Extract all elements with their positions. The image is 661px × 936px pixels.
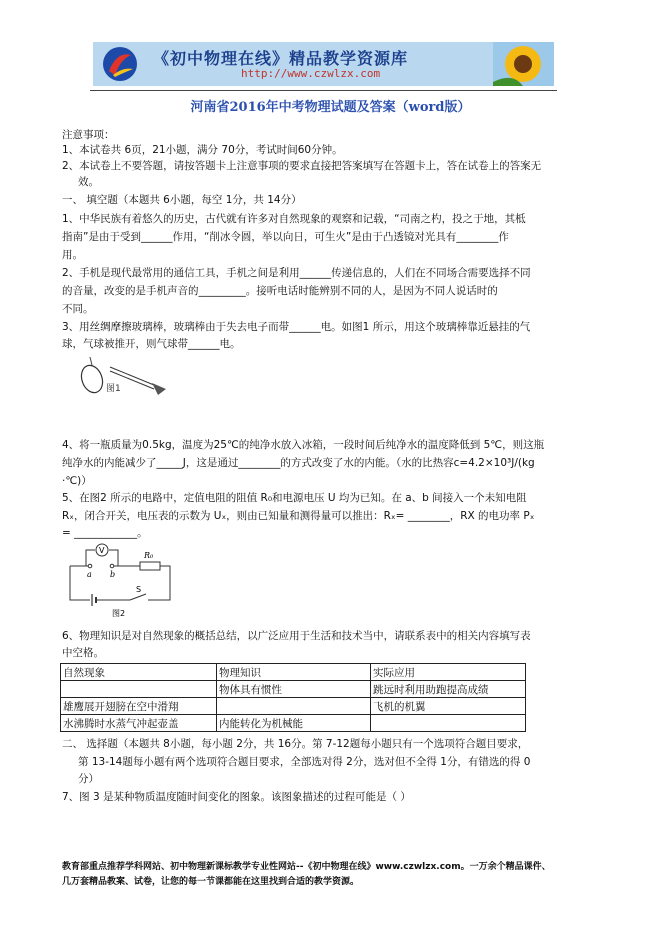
note-2-cont: 效。 [78, 176, 99, 188]
note-1: 1、本试卷共 6页，21小题，满分 70分，考试时间60分钟。 [62, 144, 343, 156]
table-cell-blank[interactable] [61, 681, 217, 698]
table-row [61, 698, 526, 715]
question-1-line-3: 用。 [62, 249, 83, 261]
section-2-line-3: 分） [78, 773, 99, 785]
header-banner [93, 42, 554, 86]
table-cell: 自然现象 [61, 664, 217, 681]
table-row [61, 715, 526, 732]
resistor-r0-label: R₀ [144, 551, 154, 560]
question-1-line-2: 指南”是由于受到______作用，“削冰令圆，举以向日，可生火”是由于凸透镜对光具有________作 [62, 231, 509, 243]
question-5-line-1: 5、在图2 所示的电路中，定值电阻的阻值 R₀和电源电压 U 均为已知。在 a、b 间接入一个未知电阻 [62, 492, 527, 504]
question-1-line-1: 1、中华民族有着悠久的历史，古代就有许多对自然现象的观察和记载，“司南之杓，投之于地，其柢 [62, 213, 526, 225]
table-cell: 水沸腾时水蒸气冲起壶盖 [61, 715, 217, 732]
question-6-table [60, 663, 526, 732]
table-cell: 内能转化为机械能 [217, 715, 371, 732]
site-logo-icon [101, 45, 139, 83]
note-2: 2、本试卷上不要答题，请按答题卡上注意事项的要求直接把答案填写在答题卡上，答在试卷上的答案无 [62, 160, 542, 172]
question-2-line-2: 的音量，改变的是手机声音的_________。接听电话时能辨别不同的人，是因为不同人说话时的 [62, 285, 498, 297]
question-7: 7、图 3 是某种物质温度随时间变化的图象。该图象描述的过程可能是（ ） [62, 791, 411, 803]
table-cell: 雄鹰展开翅膀在空中滑翔 [61, 698, 217, 715]
sunflower-icon [493, 42, 554, 86]
footer-line-2: 几万套精品教案、试卷，让您的每一节课都能在这里找到合适的教学资源。 [62, 877, 360, 887]
voltmeter-label: V [99, 546, 105, 555]
table-cell: 物理知识 [217, 664, 371, 681]
figure-1-balloon-glass-rod [62, 357, 212, 405]
question-6-line-1: 6、物理知识是对自然现象的概括总结，以广泛应用于生活和技术当中，请联系表中的相关内容填写表 [62, 630, 531, 642]
footer-line-1: 教育部重点推荐学科网站、初中物理新课标教学专业性网站--《初中物理在线》www.czwlzx.com。一万余个精品课件、 [62, 862, 551, 872]
question-3-line-2: 球，气球被推开，则气球带______电。 [62, 338, 241, 350]
question-5-line-3: = ____________。 [62, 527, 148, 539]
section-1-heading: 一、 填空题（本题共 6小题，每空 1分，共 14分） [62, 194, 302, 206]
table-cell: 跳远时利用助跑提高成绩 [371, 681, 526, 698]
table-header-row [61, 664, 526, 681]
table-cell-blank[interactable] [217, 698, 371, 715]
question-3-line-1: 3、用丝绸摩擦玻璃棒，玻璃棒由于失去电子而带______电。如图1 所示，用这个玻璃棒靠近悬挂的气 [62, 321, 531, 333]
notes-heading: 注意事项： [62, 129, 115, 141]
question-4-line-2: 纯净水的内能减少了_____J，这是通过________的方式改变了水的内能。（水的比热容c=4.2×10³J/(kg [62, 457, 535, 469]
table-cell: 飞机的机翼 [371, 698, 526, 715]
figure-1-caption: 图1 [106, 384, 121, 394]
figure-2-caption: 图2 [112, 609, 126, 617]
point-b-label: b [110, 570, 116, 579]
question-2-line-3: 不同。 [62, 303, 94, 315]
switch-label: S [136, 585, 142, 594]
question-4-line-1: 4、将一瓶质量为0.5kg，温度为25℃的纯净水放入冰箱，一段时间后纯净水的温度降低到 5℃，则这瓶 [62, 439, 545, 451]
figure-2-circuit [62, 542, 182, 617]
banner-url[interactable]: http://www.czwlzx.com [241, 67, 381, 80]
question-2-line-1: 2、手机是现代最常用的通信工具，手机之间是利用______传递信息的，人们在不同场合需要选择不同 [62, 267, 531, 279]
question-4-line-3: ·℃)） [62, 475, 92, 487]
table-row [61, 681, 526, 698]
table-cell-blank[interactable] [371, 715, 526, 732]
point-a-label: a [87, 570, 92, 579]
question-6-line-2: 中空格。 [62, 647, 104, 659]
section-2-line-2: 第 13-14题每小题有两个选项符合题目要求，全部选对得 2分，选对但不全得 1分，有错选的得 0 [78, 756, 531, 768]
table-cell: 物体具有惯性 [217, 681, 371, 698]
section-2-line-1: 二、 选择题（本题共 8小题，每小题 2分，共 16分。第 7-12题每小题只有一个选项符合题目要求， [62, 738, 529, 750]
table-cell: 实际应用 [371, 664, 526, 681]
document-title: 河南省2016年中考物理试题及答案（word版） [190, 100, 471, 115]
header-divider [90, 90, 557, 91]
question-5-line-2: Rₓ，闭合开关，电压表的示数为 Uₓ，则由已知量和测得量可以推出：Rₓ= ________，RX 的电功率 Pₓ [62, 510, 535, 522]
banner-title: 《初中物理在线》精品教学资源库 [153, 49, 409, 68]
